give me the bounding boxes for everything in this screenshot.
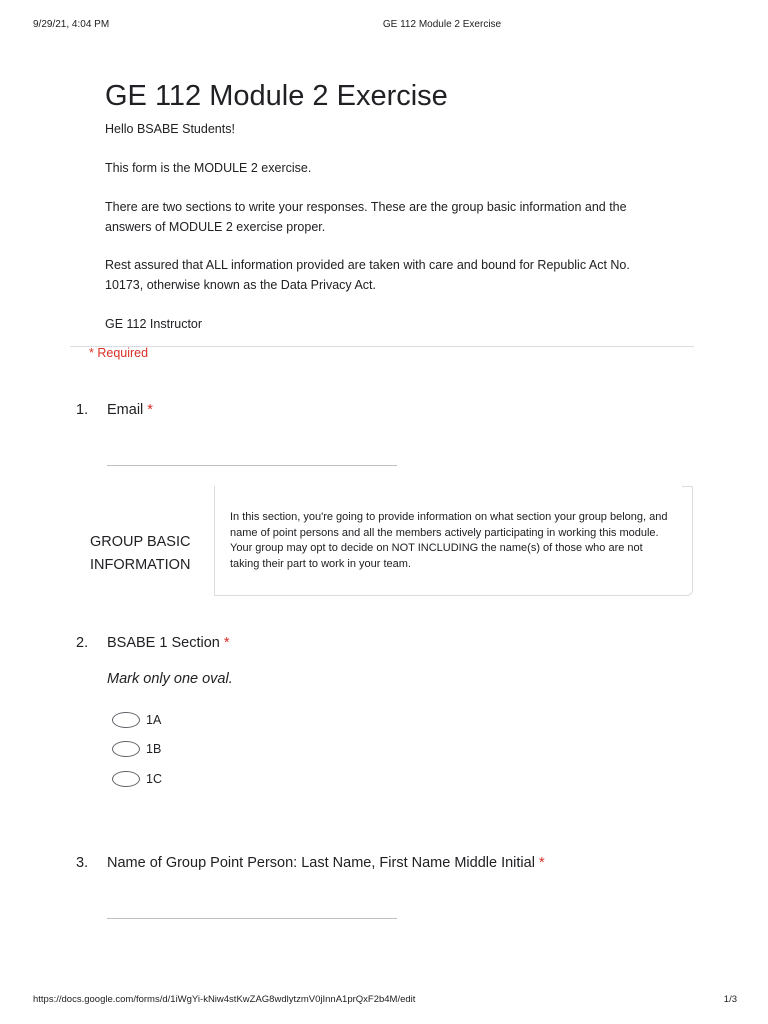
point-person-answer-field[interactable] <box>107 918 397 919</box>
required-asterisk: * <box>223 635 230 651</box>
form-description-greeting: Hello BSABE Students! <box>105 122 235 136</box>
required-asterisk: * <box>147 402 153 418</box>
question-number: 2. <box>76 635 89 651</box>
section-title-line1: GROUP BASIC <box>90 534 191 550</box>
section-title-line2: INFORMATION <box>90 557 191 573</box>
print-footer-url: https://docs.google.com/forms/d/1iWgYi-kNiw4stKwZAG8wdlytzmV0jInnA1prQxF2b4M/edit <box>33 994 416 1005</box>
print-header-datetime: 9/29/21, 4:04 PM <box>33 19 110 30</box>
header-divider <box>70 346 694 347</box>
form-description-signature: GE 112 Instructor <box>105 317 203 331</box>
section-box-edge <box>214 486 215 596</box>
option-label: 1C <box>146 772 162 786</box>
radio-oval[interactable] <box>112 712 140 728</box>
question-title-point-person <box>107 855 545 871</box>
required-asterisk: * <box>538 855 545 871</box>
form-description-privacy: Rest assured that ALL information provided are taken with care and bound for Republic Act No. 10173, otherwise known as the Data Privacy Act. <box>105 258 630 292</box>
option-label: 1B <box>146 742 162 756</box>
question-title-text: BSABE 1 Section <box>107 635 220 651</box>
question-title-text: Email <box>107 402 144 418</box>
form-description-sections: There are two sections to write your responses. These are the group basic information and the answers of MODULE 2 exercise proper. <box>105 200 627 234</box>
form-description-purpose: This form is the MODULE 2 exercise. <box>105 161 312 175</box>
question-hint: Mark only one oval. <box>107 671 233 687</box>
section-description: In this section, you're going to provide information on what section your group belong, and name of point persons and all the members actively participating in working this module. Your group may opt to decide on NOT INCLUDING the name(s) of those who are not taking their part to work in your team. <box>230 511 668 571</box>
print-header-title: GE 112 Module 2 Exercise <box>382 19 502 30</box>
question-number: 1. <box>76 402 89 418</box>
question-title-email <box>107 402 153 418</box>
radio-oval[interactable] <box>112 771 140 787</box>
form-title: GE 112 Module 2 Exercise <box>105 80 448 112</box>
question-title-section <box>107 635 230 651</box>
section-title <box>90 531 190 577</box>
option-1b[interactable] <box>112 740 161 758</box>
option-label: 1A <box>146 713 162 727</box>
required-note: * Required <box>89 346 149 360</box>
section-box-rule <box>682 486 693 487</box>
question-number: 3. <box>76 855 89 871</box>
print-footer-page: 1/3 <box>723 994 737 1005</box>
email-answer-field[interactable] <box>107 465 397 466</box>
question-title-text: Name of Group Point Person: Last Name, First Name Middle Initial <box>107 855 535 871</box>
option-1a[interactable] <box>112 711 161 729</box>
radio-oval[interactable] <box>112 741 140 757</box>
option-1c[interactable] <box>112 770 162 788</box>
